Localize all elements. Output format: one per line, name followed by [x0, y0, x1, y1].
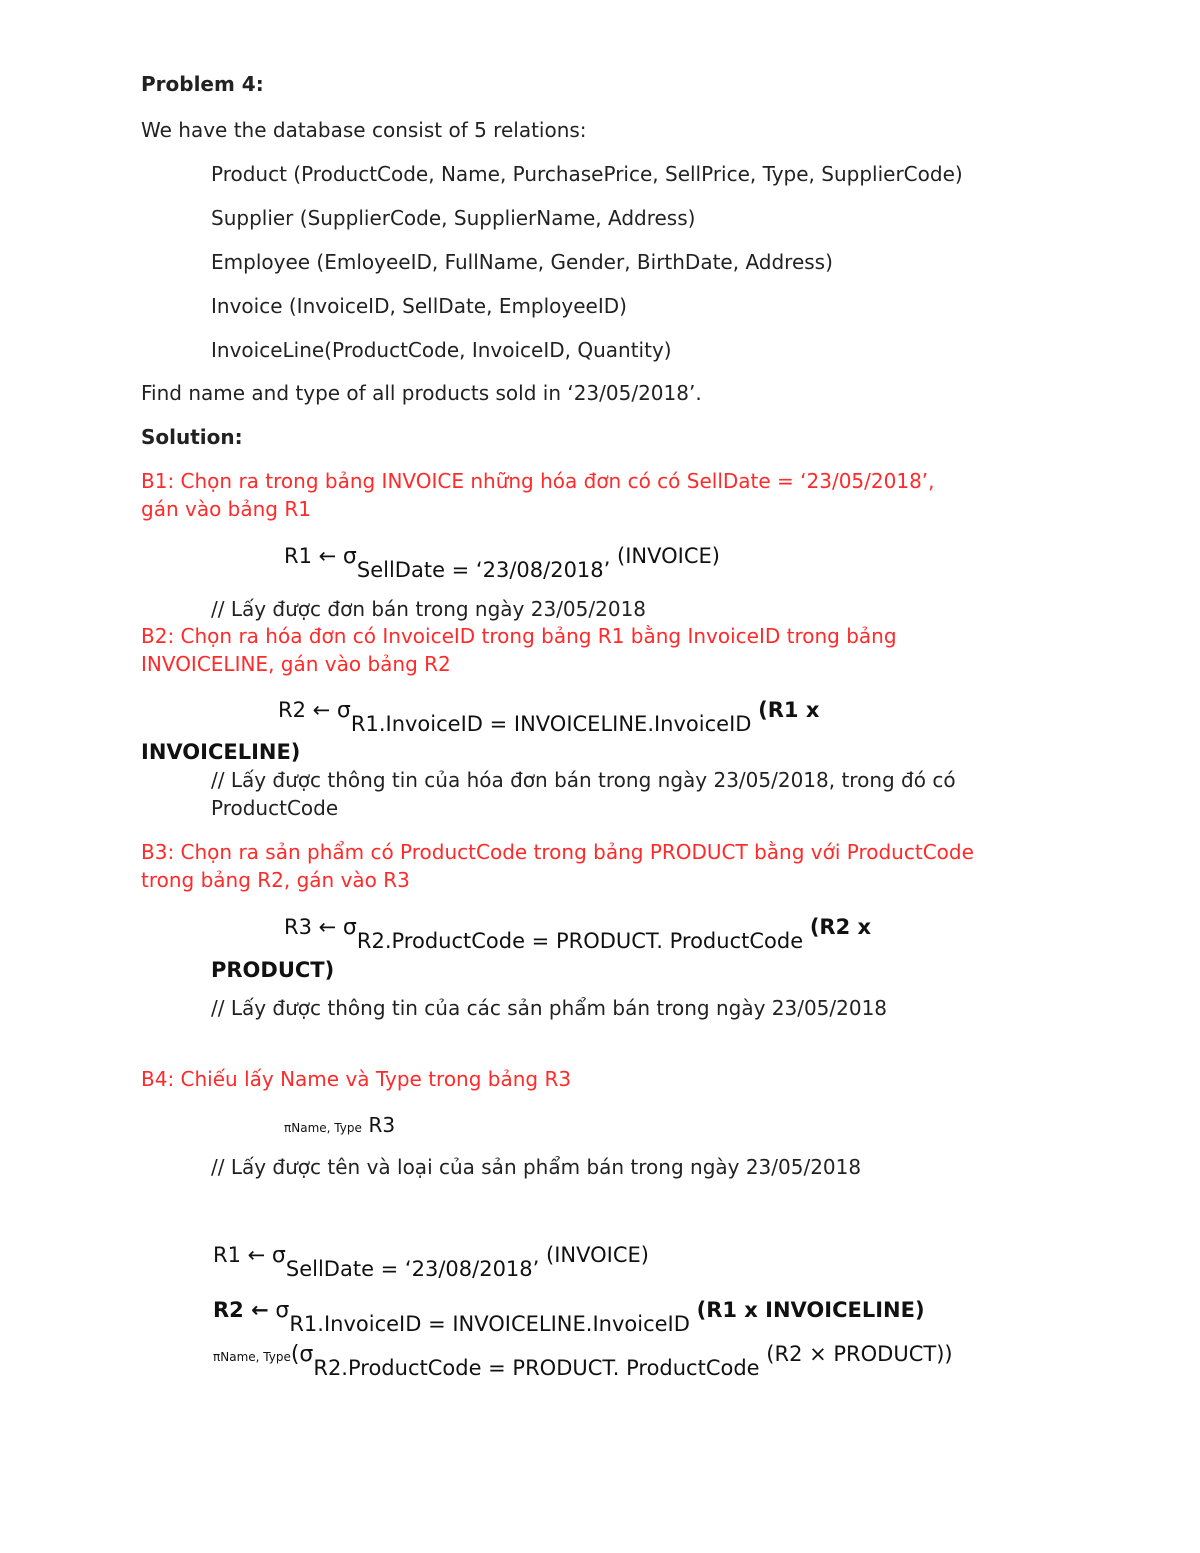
- step-b3-line1: B3: Chọn ra sản phẩm có ProductCode trong bảng PRODUCT bằng với ProductCode: [141, 840, 974, 864]
- selection-condition: R1.InvoiceID = INVOICELINE.InvoiceID: [350, 712, 752, 736]
- step-b4-expression: [284, 1113, 395, 1137]
- step-b2-line1: B2: Chọn ra hóa đơn có InvoiceID trong bảng R1 bằng InvoiceID trong bảng: [141, 624, 897, 648]
- expr-argument: (INVOICE): [546, 1243, 649, 1267]
- step-b2-comment-line1: // Lấy được thông tin của hóa đơn bán trong ngày 23/05/2018, trong đó có: [211, 768, 956, 792]
- expr-lhs: R2 ←: [213, 1298, 269, 1322]
- pi-symbol: π: [284, 1121, 292, 1135]
- expr-lhs: R1 ←: [213, 1243, 266, 1267]
- solution-label: Solution:: [141, 425, 243, 449]
- step-b3-expression-cont: PRODUCT): [211, 958, 335, 982]
- summary-r2-expression: [213, 1298, 925, 1336]
- selection-condition: SellDate = ‘23/08/2018’: [285, 1257, 540, 1281]
- step-b1-line1: B1: Chọn ra trong bảng INVOICE những hóa đơn có có SellDate = ‘23/05/2018’,: [141, 469, 935, 493]
- expr-argument: (R2 × PRODUCT)): [766, 1342, 953, 1366]
- relation-supplier: Supplier (SupplierCode, SupplierName, Address): [211, 206, 696, 230]
- step-b1-expression: [284, 544, 720, 582]
- step-b2-expression-cont: INVOICELINE): [141, 740, 301, 764]
- sigma-symbol: σ: [342, 915, 357, 940]
- relation-employee: Employee (EmloyeeID, FullName, Gender, BirthDate, Address): [211, 250, 833, 274]
- sigma-symbol: σ: [342, 544, 357, 569]
- expr-argument: (INVOICE): [617, 544, 720, 568]
- relation-invoice: Invoice (InvoiceID, SellDate, EmployeeID): [211, 294, 627, 318]
- step-b2-expression: [278, 698, 820, 736]
- selection-condition: R2.ProductCode = PRODUCT. ProductCode: [356, 929, 804, 953]
- pi-symbol: π: [213, 1350, 221, 1364]
- step-b3-line2: trong bảng R2, gán vào R3: [141, 868, 410, 892]
- step-b3-comment: // Lấy được thông tin của các sản phẩm bán trong ngày 23/05/2018: [211, 996, 888, 1020]
- sigma-symbol: σ: [271, 1243, 286, 1268]
- intro-text: We have the database consist of 5 relations:: [141, 118, 587, 142]
- expr-lhs: R3 ←: [284, 915, 337, 939]
- projection-attributes: Name, Type: [220, 1350, 291, 1364]
- projection-attributes: Name, Type: [291, 1121, 362, 1135]
- summary-r3-expression: [213, 1342, 953, 1380]
- relation-product: Product (ProductCode, Name, PurchasePrice, SellPrice, Type, SupplierCode): [211, 162, 963, 186]
- step-b3-expression: [284, 915, 872, 953]
- step-b1-comment: // Lấy được đơn bán trong ngày 23/05/2018: [211, 597, 647, 621]
- sigma-open: (σ: [290, 1342, 314, 1367]
- summary-r1-expression: [213, 1243, 649, 1281]
- problem-heading: Problem 4:: [141, 72, 264, 96]
- sigma-symbol: σ: [336, 698, 351, 723]
- expr-lhs: R2 ←: [278, 698, 331, 722]
- step-b4-line1: B4: Chiếu lấy Name và Type trong bảng R3: [141, 1067, 572, 1091]
- expr-argument: R3: [368, 1113, 396, 1137]
- step-b1-line2: gán vào bảng R1: [141, 497, 311, 521]
- selection-condition: R1.InvoiceID = INVOICELINE.InvoiceID: [289, 1312, 690, 1336]
- expr-argument: (R2 x: [809, 915, 872, 939]
- relation-invoiceline: InvoiceLine(ProductCode, InvoiceID, Quantity): [211, 338, 672, 362]
- step-b2-comment-line2: ProductCode: [211, 796, 339, 820]
- sigma-symbol: σ: [275, 1298, 290, 1323]
- question-text: Find name and type of all products sold in ‘23/05/2018’.: [141, 381, 702, 405]
- step-b2-line2: INVOICELINE, gán vào bảng R2: [141, 652, 451, 676]
- selection-condition: R2.ProductCode = PRODUCT. ProductCode: [313, 1356, 760, 1380]
- expr-argument: (R1 x INVOICELINE): [696, 1298, 925, 1322]
- selection-condition: SellDate = ‘23/08/2018’: [356, 558, 611, 582]
- step-b4-comment: // Lấy được tên và loại của sản phẩm bán trong ngày 23/05/2018: [211, 1155, 862, 1179]
- expr-argument: (R1 x: [758, 698, 820, 722]
- expr-lhs: R1 ←: [284, 544, 337, 568]
